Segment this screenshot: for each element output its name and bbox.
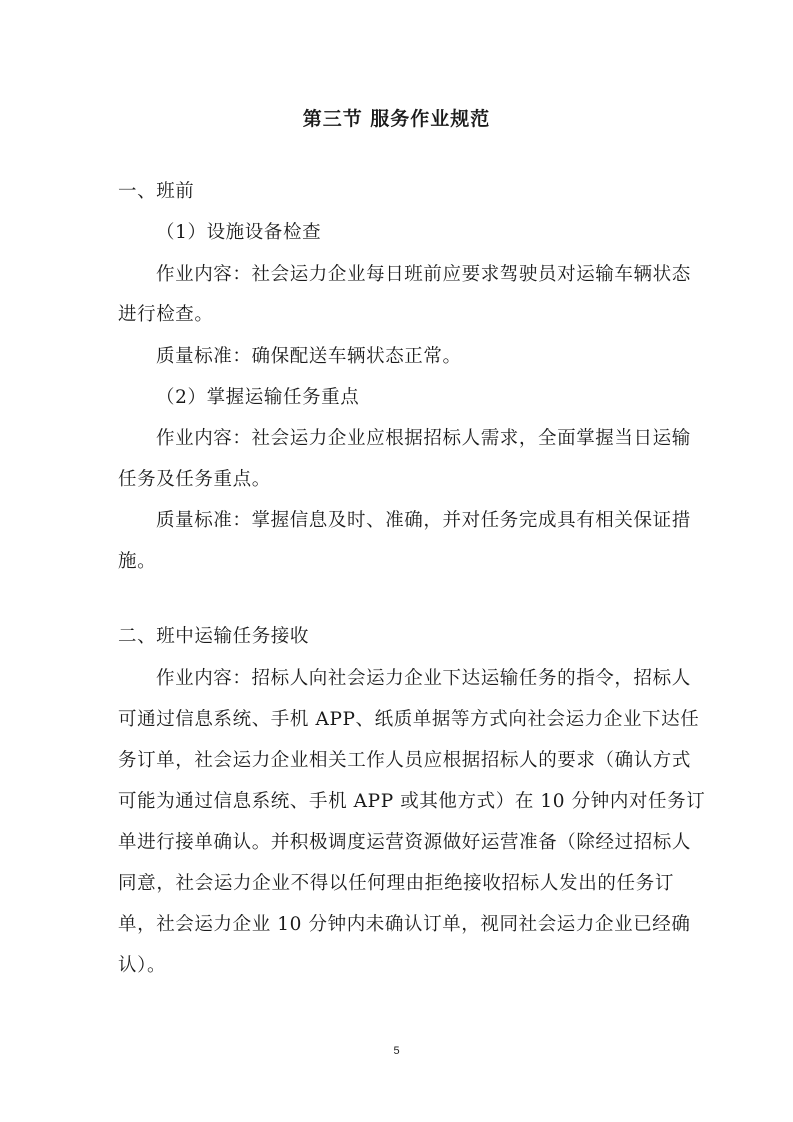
part2-content-line: [118, 708, 700, 732]
part2-heading: 二、班中运输任务接收: [118, 626, 310, 647]
part2-content-text: 作业内容：招标人向社会运力企业下达运输任务的指令，招标人: [156, 668, 691, 689]
part2-content-line: [118, 913, 691, 937]
item2-standard-text1: 质量标准：掌握信息及时、准确，并对任务完成具有相关保证措: [156, 510, 691, 531]
item1-content-text1: 作业内容：社会运力企业每日班前应要求驾驶员对运输车辆状态: [156, 264, 691, 285]
item2-content-line2: 任务及任务重点。: [118, 469, 271, 490]
item2-heading: （2）掌握运输任务重点: [156, 387, 360, 408]
part2-content-line: [156, 667, 691, 691]
item1-heading: （1）设施设备检查: [156, 222, 322, 243]
item2-standard-line2: 施。: [118, 551, 157, 572]
part2-content-text: 单进行接单确认。并积极调度运营资源做好运营准备（除经过招标人: [118, 832, 692, 853]
part2-content-text: 单，社会运力企业 10 分钟内未确认订单，视同社会运力企业已经确: [118, 914, 691, 935]
part2-content-line: [118, 749, 692, 773]
section-title: 第三节 服务作业规范: [302, 108, 491, 130]
item2-content-text1: 作业内容：社会运力企业应根据招标人需求，全面掌握当日运输: [156, 428, 691, 449]
part1-heading: 一、班前: [118, 181, 195, 202]
item2-content-line1: [156, 427, 691, 451]
part2-content-line: [118, 790, 706, 814]
part2-content-text: 同意，社会运力企业不得以任何理由拒绝接收招标人发出的任务订: [118, 873, 674, 894]
page-number: 5: [393, 1045, 400, 1057]
item1-content-line2: 进行检查。: [118, 304, 214, 325]
part2-content-line: 认）。: [118, 955, 167, 976]
part2-content-text: 可能为通过信息系统、手机 APP 或其他方式）在 10 分钟内对任务订: [118, 791, 706, 812]
part2-content-text: 务订单，社会运力企业相关工作人员应根据招标人的要求（确认方式: [118, 750, 692, 771]
item2-standard-line1: [156, 509, 691, 533]
item1-content-line1: [156, 263, 691, 287]
part2-content-line: [118, 872, 674, 896]
part2-content-line: [118, 831, 692, 855]
item1-standard: 质量标准：确保配送车辆状态正常。: [156, 346, 462, 367]
part2-content-text: 可通过信息系统、手机 APP、纸质单据等方式向社会运力企业下达任: [118, 709, 700, 730]
